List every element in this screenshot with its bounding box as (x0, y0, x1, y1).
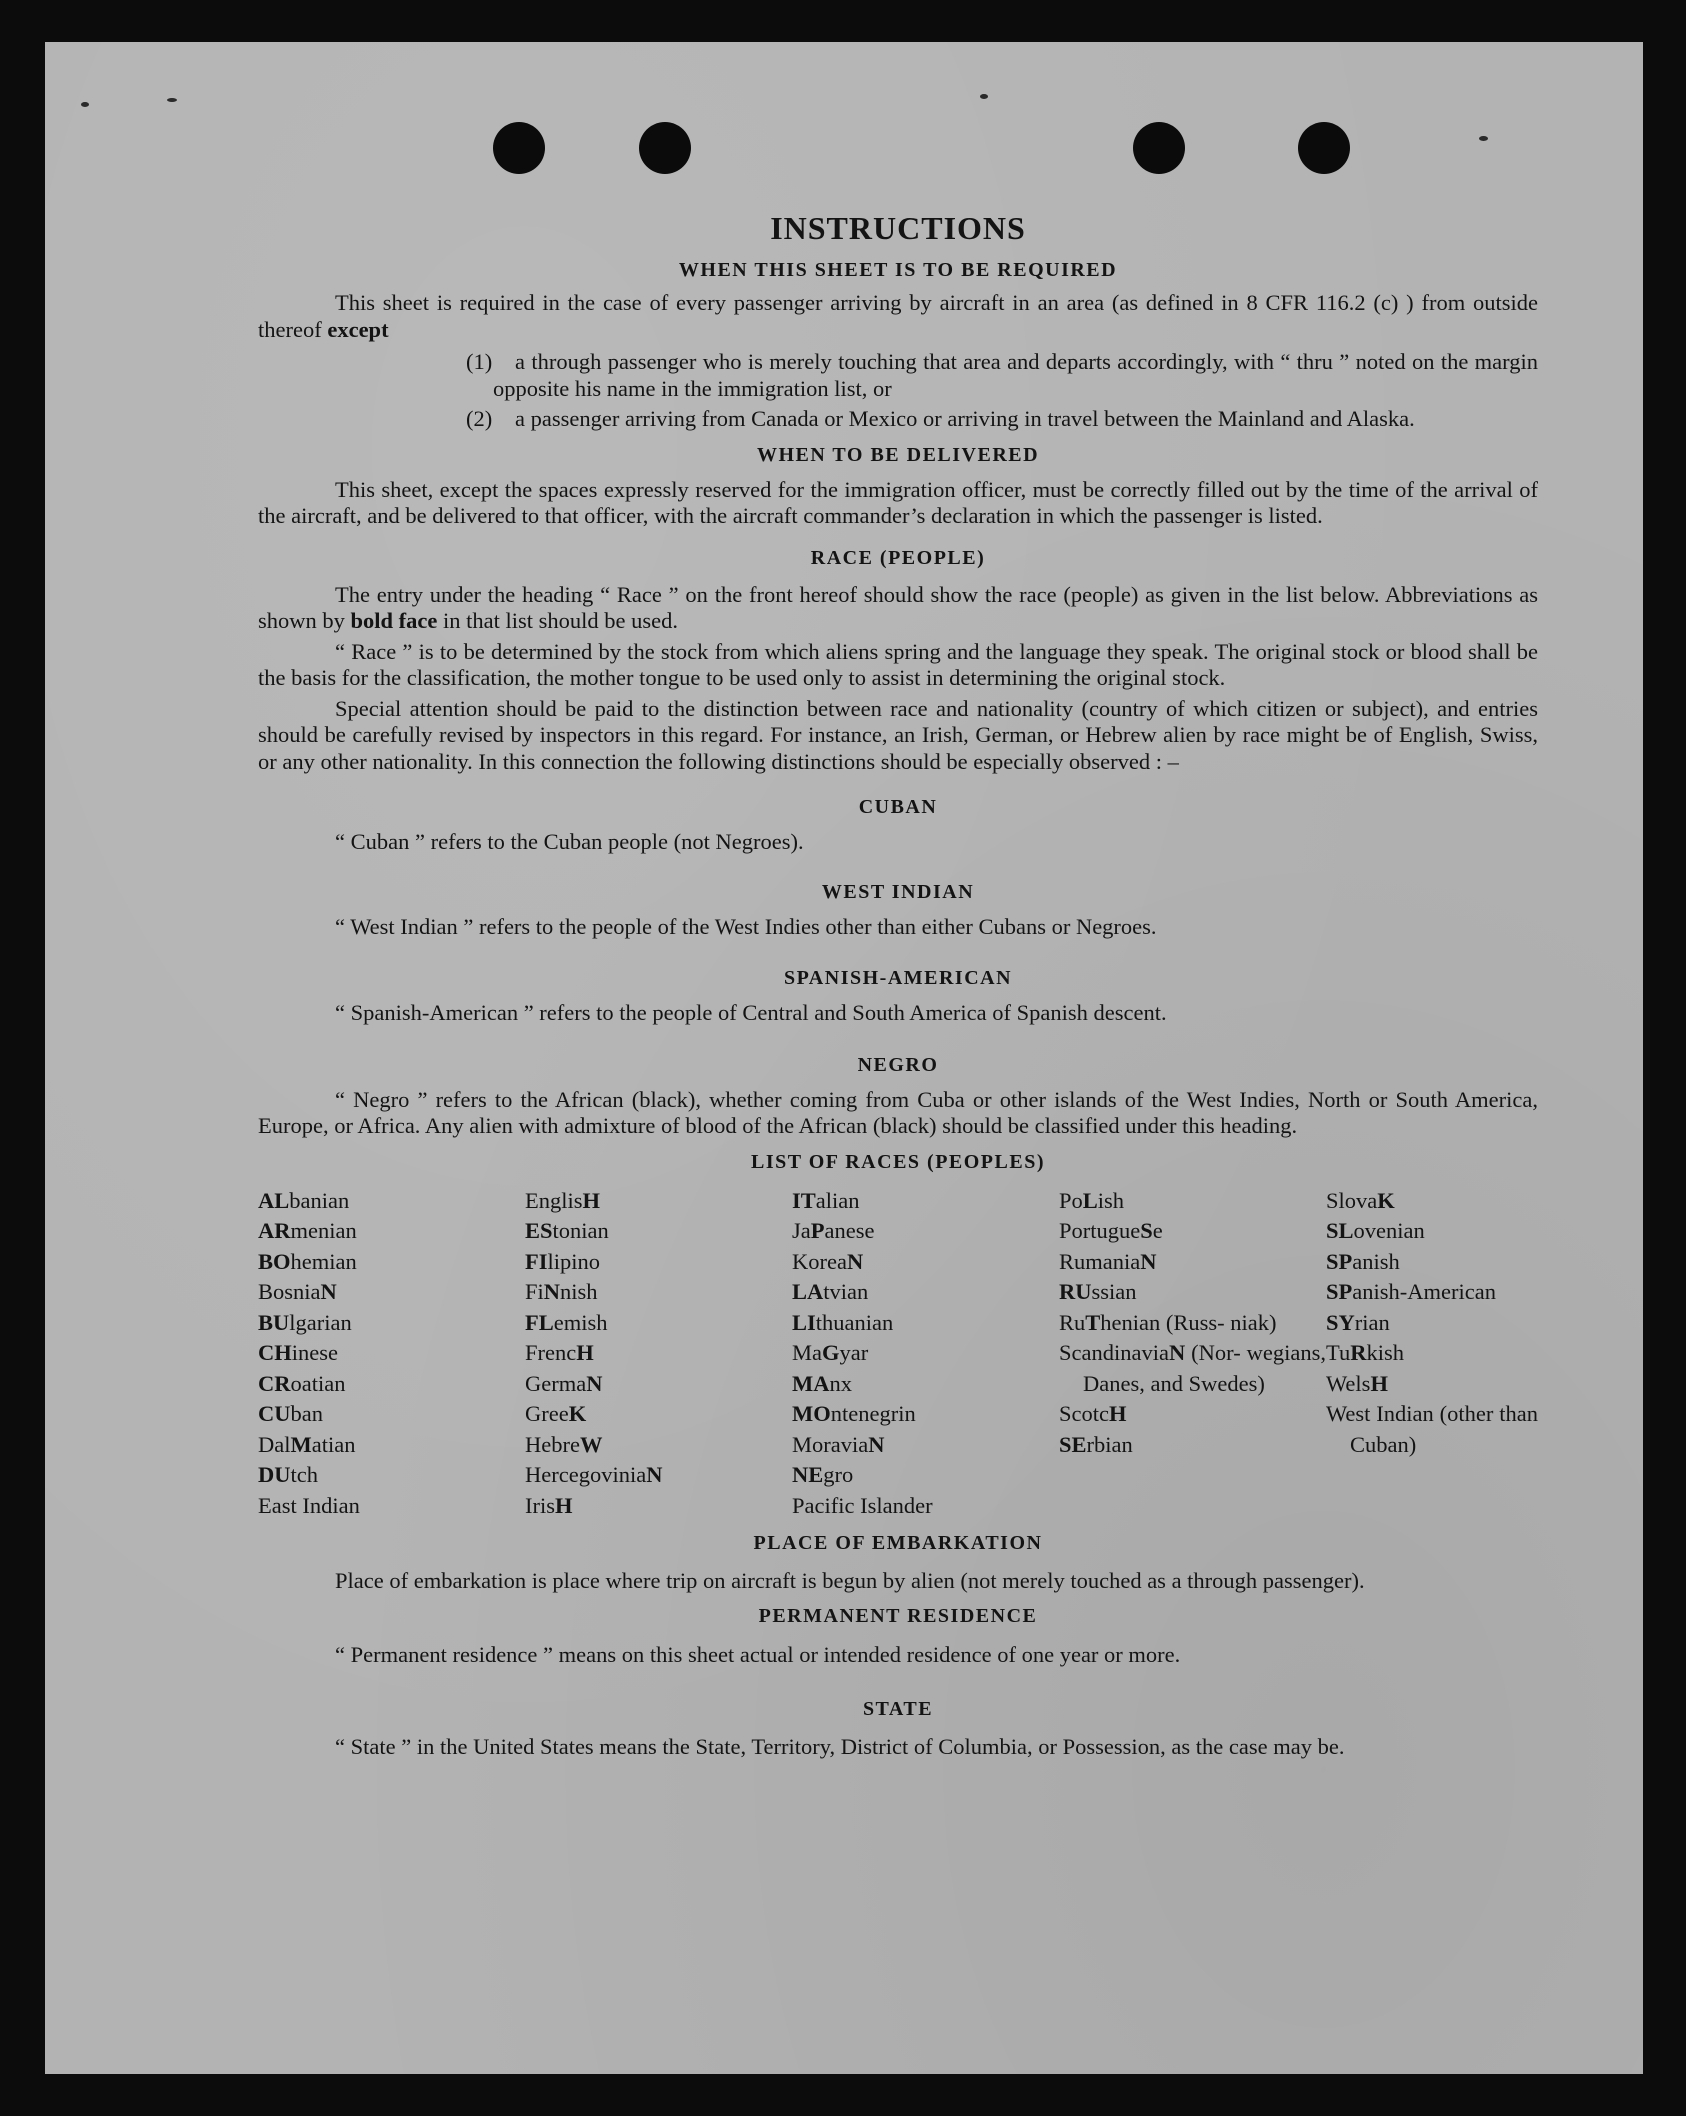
race-abbreviation: H (576, 1340, 594, 1365)
race-abbreviation: H (1109, 1401, 1127, 1426)
race-entry (258, 1491, 525, 1522)
race-text: emish (553, 1309, 608, 1335)
punch-hole (1133, 122, 1185, 174)
race-entry (258, 1216, 525, 1247)
race-text: Slova (1326, 1187, 1378, 1213)
race-text: gro (823, 1462, 854, 1487)
race-abbreviation: SE (1059, 1431, 1087, 1457)
race-text: henian (Russ- niak) (1100, 1309, 1277, 1335)
punch-hole (1298, 122, 1350, 174)
intro-bold: except (327, 316, 389, 342)
race-entry (1326, 1247, 1538, 1278)
race-text: tch (290, 1462, 318, 1487)
race-text: rian (1354, 1309, 1390, 1335)
race-abbreviation: BO (258, 1248, 291, 1274)
race-abbreviation: N (846, 1248, 864, 1274)
race-abbreviation: M (290, 1431, 312, 1457)
race-abbreviation: K (568, 1401, 587, 1426)
paragraph-race-3: Special attention should be paid to the distinction between race and nationality (country of which citizen or subject), and entries should be carefully revised by inspectors in this regard. For instance, an Irish, German, or Hebrew alien by race might be of English, Swiss, or any other nationality. In this connection the following distinctions should be especially observed : – (258, 695, 1538, 774)
race-abbreviation: DU (258, 1462, 291, 1487)
race-abbreviation: AR (258, 1218, 291, 1243)
document-page (45, 42, 1643, 2074)
heading-embarkation: PLACE OF EMBARKATION (753, 1532, 1043, 1554)
race-entry (258, 1399, 525, 1430)
race-entry (1059, 1399, 1326, 1430)
race-abbreviation: FI (525, 1248, 548, 1274)
heading-race: RACE (PEOPLE) (810, 546, 986, 569)
race-text: nish (560, 1279, 598, 1304)
race-text: Rumania (1059, 1248, 1141, 1274)
race-text: Pacific Islander (792, 1492, 933, 1518)
race-text: Scandinavia (1059, 1340, 1169, 1365)
race-abbreviation: N (646, 1462, 663, 1487)
speck (167, 98, 177, 102)
race-entry (258, 1430, 525, 1461)
race-text: Englis (525, 1187, 583, 1213)
race-text: lgarian (289, 1309, 352, 1335)
race-text: Tu (1326, 1340, 1351, 1365)
race-text: yar (839, 1340, 869, 1365)
paragraph-race-2: “ Race ” is to be determined by the stock from which aliens spring and the language they speak. The original stock or blood shall be the basis for the classification, the mother tongue to be used only to assist in determining the original stock. (258, 638, 1538, 690)
race-text: Germa (525, 1370, 587, 1396)
race-entry (258, 1247, 525, 1278)
race-text: inese (291, 1340, 338, 1365)
race-entry (792, 1460, 1059, 1491)
race-entry (258, 1369, 525, 1400)
race-entry (1326, 1369, 1538, 1400)
instructions-content (258, 208, 1538, 1762)
race-text: Scotc (1059, 1401, 1109, 1426)
text-cuban: “ Cuban ” refers to the Cuban people (not Negroes). (335, 829, 804, 854)
race-text: (Nor- wegians, Danes, and Swedes) (1083, 1340, 1326, 1396)
race-entry (1059, 1308, 1326, 1339)
race-entry (525, 1460, 792, 1491)
intro-text: This sheet is required in the case of every passenger arriving by aircraft in an area (as defined in 8 CFR 116.2 (c) ) from outside thereof (258, 290, 1538, 342)
race-text: Fi (525, 1279, 544, 1304)
exception-item-2 (258, 406, 1538, 433)
race-entry (1059, 1430, 1326, 1461)
heading-when-required: WHEN THIS SHEET IS TO BE REQUIRED (678, 259, 1118, 281)
race-entry (525, 1277, 792, 1308)
race-text: ovenian (1353, 1218, 1425, 1243)
race-abbreviation: NE (792, 1462, 824, 1487)
text-spanish-american: “ Spanish-American ” refers to the people of Central and South America of Spanish descent. (335, 1000, 1167, 1025)
race-entry (525, 1430, 792, 1461)
race-abbreviation: SL (1326, 1218, 1354, 1243)
race-abbreviation: LI (792, 1309, 816, 1335)
race-text: Ru (1059, 1309, 1086, 1335)
race-abbreviation: K (1377, 1187, 1395, 1213)
race-entry (525, 1491, 792, 1522)
race-abbreviation: IT (792, 1187, 816, 1213)
race-text: anish-American (1352, 1279, 1496, 1304)
race-abbreviation: AL (258, 1187, 290, 1213)
race-text: West Indian (other than Cuban) (1326, 1401, 1538, 1457)
speck (1479, 136, 1488, 141)
race-text: ban (290, 1401, 323, 1426)
race-text: Hebre (525, 1431, 580, 1457)
heading-list-of-races: LIST OF RACES (PEOPLES) (750, 1150, 1045, 1173)
race-abbreviation: H (1370, 1370, 1388, 1396)
race-abbreviation: T (1085, 1309, 1101, 1335)
race-entry (1326, 1399, 1538, 1460)
race-text: tvian (823, 1279, 869, 1304)
race-text: e (1152, 1218, 1163, 1243)
race-abbreviation: CU (258, 1401, 291, 1426)
race-text: atian (311, 1431, 356, 1457)
race-abbreviation: FL (525, 1309, 554, 1335)
race-entry (1059, 1338, 1326, 1399)
item-text: a passenger arriving from Canada or Mexico or arriving in travel between the Mainland and Alaska. (515, 406, 1415, 431)
race-text: lipino (547, 1248, 601, 1274)
race-abbreviation: MA (792, 1370, 830, 1396)
race-entry (525, 1216, 792, 1247)
race-text: Po (1059, 1187, 1083, 1213)
race-entry (1059, 1216, 1326, 1247)
race-text: kish (1366, 1340, 1404, 1365)
race-entry (792, 1216, 1059, 1247)
race-entry (258, 1308, 525, 1339)
race-abbreviation: N (543, 1279, 561, 1304)
race-entry (792, 1491, 1059, 1522)
item-number: (2) (466, 406, 493, 431)
speck (81, 102, 89, 107)
race-abbreviation: H (582, 1187, 601, 1213)
heading-state: STATE (862, 1697, 934, 1720)
paragraph-when-required (258, 290, 1538, 343)
race-abbreviation: R (1350, 1340, 1367, 1365)
race-text-b: in that list should be used. (443, 608, 679, 633)
race-text: Frenc (525, 1340, 577, 1365)
race-entry (792, 1338, 1059, 1369)
race-entry (792, 1186, 1059, 1217)
race-text: Ma (792, 1340, 822, 1365)
race-text: Dal (258, 1431, 291, 1457)
heading-permanent-residence: PERMANENT RESIDENCE (758, 1605, 1038, 1627)
heading-west-indian: WEST INDIAN (821, 880, 975, 903)
race-text: Iris (525, 1492, 555, 1518)
race-text: Bosnia (258, 1279, 321, 1304)
race-entry (258, 1338, 525, 1369)
race-entry (525, 1247, 792, 1278)
race-text: thuanian (815, 1309, 894, 1335)
punch-hole (493, 122, 545, 174)
race-text: hemian (290, 1248, 357, 1274)
race-entry (792, 1369, 1059, 1400)
race-abbreviation: G (822, 1340, 840, 1365)
race-abbreviation: N (1168, 1340, 1186, 1365)
paragraph-when-delivered: This sheet, except the spaces expressly reserved for the immigration officer, must be correctly filled out by the time of the arrival of the aircraft, and be delivered to that officer, with the aircraft commander’s declaration in which the passenger is listed. (258, 476, 1538, 528)
races-column (258, 1186, 525, 1522)
race-abbreviation: BU (258, 1309, 290, 1335)
race-entry (525, 1338, 792, 1369)
heading-spanish-american: SPANISH-AMERICAN (783, 967, 1013, 989)
paragraph-state: “ State ” in the United States means the State, Territory, District of Columbia, or Possession, as the case may be. (335, 1733, 1345, 1759)
race-text: ssian (1091, 1279, 1137, 1304)
race-text: ish (1097, 1187, 1125, 1213)
race-entry (525, 1308, 792, 1339)
race-abbreviation: SP (1326, 1248, 1353, 1274)
race-text: Moravia (792, 1431, 869, 1457)
race-entry (1326, 1216, 1538, 1247)
races-column (792, 1186, 1059, 1522)
race-text-bold: bold face (350, 608, 438, 633)
race-text: Portugue (1059, 1218, 1141, 1243)
race-abbreviation: RU (1059, 1279, 1092, 1304)
heading-negro: NEGRO (857, 1053, 939, 1076)
item-text: a through passenger who is merely touching that area and departs accordingly, with “ thru ” noted on the margin opposite his name in the immigration list, or (493, 349, 1538, 401)
race-entry (1059, 1247, 1326, 1278)
race-text: menian (290, 1218, 357, 1243)
race-entry (1326, 1277, 1538, 1308)
race-text: nx (829, 1370, 852, 1396)
race-text: banian (289, 1187, 350, 1213)
race-text: Hercegovinia (525, 1462, 647, 1487)
races-column (525, 1186, 792, 1522)
exception-item-1 (258, 349, 1538, 402)
race-abbreviation: W (579, 1431, 603, 1457)
heading-when-delivered: WHEN TO BE DELIVERED (756, 443, 1040, 466)
race-abbreviation: CH (258, 1340, 292, 1365)
text-permanent-residence: “ Permanent residence ” means on this sheet actual or intended residence of one year or more. (335, 1642, 1181, 1667)
race-entry (792, 1277, 1059, 1308)
race-abbreviation: N (320, 1279, 337, 1304)
heading-cuban: CUBAN (858, 796, 938, 818)
race-entry (525, 1399, 792, 1430)
race-abbreviation: P (810, 1218, 825, 1243)
race-entry (792, 1399, 1059, 1430)
race-entry (258, 1277, 525, 1308)
race-abbreviation: SY (1326, 1309, 1355, 1335)
race-text: alian (815, 1187, 860, 1213)
race-entry (792, 1430, 1059, 1461)
race-abbreviation: N (1140, 1248, 1157, 1274)
race-entry (258, 1186, 525, 1217)
race-entry (1059, 1277, 1326, 1308)
race-text: tonian (552, 1218, 609, 1243)
race-entry (525, 1369, 792, 1400)
races-column (1059, 1186, 1326, 1522)
race-text: anese (824, 1218, 875, 1243)
race-abbreviation: LA (792, 1279, 824, 1304)
race-text: rbian (1086, 1431, 1133, 1457)
race-abbreviation: N (868, 1431, 885, 1457)
race-abbreviation: CR (258, 1370, 291, 1396)
race-text: oatian (290, 1370, 346, 1396)
race-entry (525, 1186, 792, 1217)
race-text: ntenegrin (830, 1401, 916, 1426)
race-text: Ja (792, 1218, 811, 1243)
speck (980, 94, 988, 99)
race-abbreviation: S (1140, 1218, 1153, 1243)
race-abbreviation: MO (792, 1401, 831, 1426)
race-entry (1326, 1338, 1538, 1369)
race-text-a: The entry under the heading “ Race ” on the front hereof should show the race (people) as given in the list below. Abbreviations as shown by (258, 581, 1538, 633)
races-column (1326, 1186, 1538, 1522)
race-abbreviation: N (586, 1370, 603, 1396)
race-text: anish (1352, 1248, 1400, 1274)
race-entry (1059, 1186, 1326, 1217)
races-list (258, 1186, 1538, 1522)
text-west-indian: “ West Indian ” refers to the people of the West Indies other than either Cubans or Negroes. (335, 913, 1157, 939)
race-entry (792, 1308, 1059, 1339)
item-number: (1) (466, 349, 493, 374)
punch-hole (639, 122, 691, 174)
paragraph-embarkation: Place of embarkation is place where trip on aircraft is begun by alien (not merely touched as a through passenger). (335, 1568, 1365, 1593)
race-text: Gree (525, 1401, 569, 1426)
race-abbreviation: H (555, 1492, 573, 1518)
race-text: East Indian (258, 1492, 360, 1518)
race-entry (792, 1247, 1059, 1278)
race-text: Wels (1326, 1370, 1371, 1396)
paragraph-negro: “ Negro ” refers to the African (black), whether coming from Cuba or other islands of the West Indies, North or South America, Europe, or Africa. Any alien with admixture of blood of the African (black) should be classified under this heading. (258, 1086, 1538, 1138)
race-abbreviation: SP (1326, 1279, 1353, 1304)
race-entry (258, 1460, 525, 1491)
race-entry (1326, 1186, 1538, 1217)
paragraph-race-1 (258, 582, 1538, 635)
race-text: Korea (792, 1248, 847, 1274)
race-abbreviation: ES (525, 1218, 553, 1243)
race-entry (1326, 1308, 1538, 1339)
race-abbreviation: L (1082, 1187, 1098, 1213)
page-title: INSTRUCTIONS (770, 210, 1026, 246)
